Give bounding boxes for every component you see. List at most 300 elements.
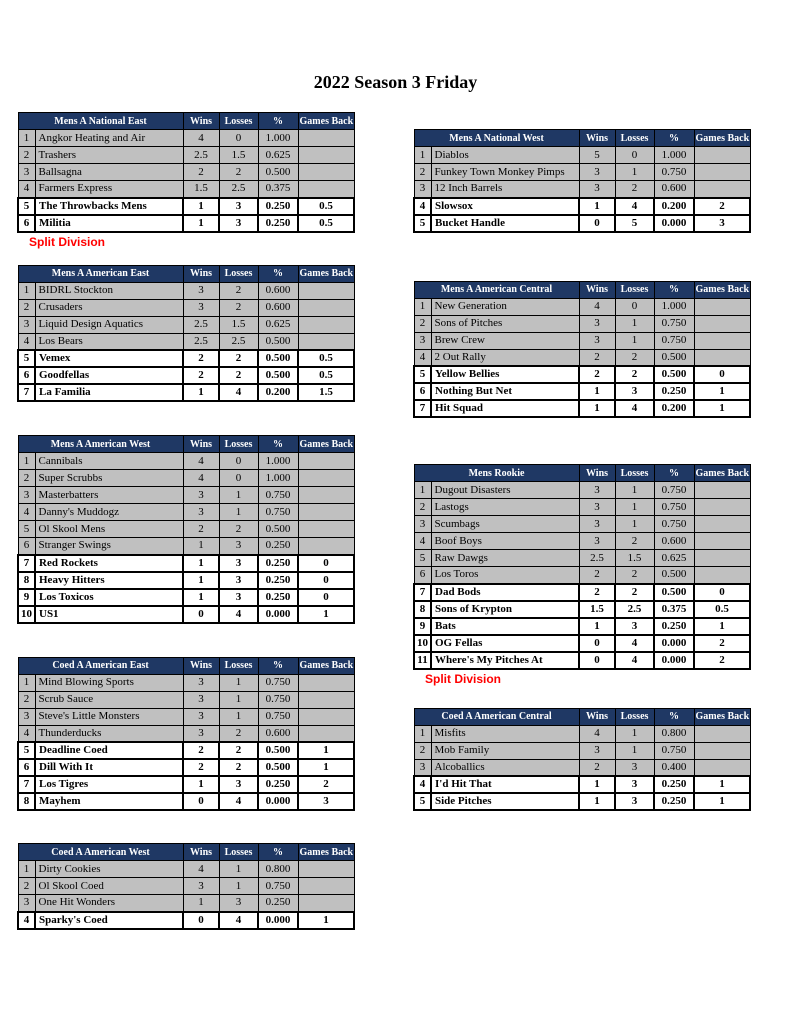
pct-cell: 0.500 [258,759,298,776]
games-back-cell: 0 [298,589,354,606]
wins-cell: 1 [579,776,615,793]
team-name-cell: Crusaders [35,299,183,316]
team-name-cell: One Hit Wonders [35,895,183,912]
col-header-wins: Wins [579,130,615,147]
team-name-cell: Dad Bods [431,584,579,601]
pct-cell: 0.750 [258,674,298,691]
col-header-pct: % [258,844,298,861]
losses-cell: 2 [219,282,258,299]
col-header-losses: Losses [219,436,258,453]
table-header-row [414,465,750,482]
standings-block [17,265,353,403]
standings-table [17,435,355,624]
pct-cell: 0.750 [654,164,694,181]
games-back-cell [694,516,750,533]
losses-cell: 5 [615,215,654,232]
games-back-cell [298,725,354,742]
wins-cell: 3 [183,725,219,742]
team-name-cell: Farmers Express [35,181,183,198]
table-row [18,299,354,316]
table-header-row [414,130,750,147]
rank-cell: 2 [18,147,35,164]
team-name-cell: Sons of Pitches [431,315,579,332]
team-name-cell: Liquid Design Aquatics [35,316,183,333]
losses-cell: 3 [219,215,258,232]
wins-cell: 2.5 [183,333,219,350]
team-name-cell: 2 Out Rally [431,349,579,366]
col-header-games-back: Games Back [298,844,354,861]
wins-cell: 3 [579,164,615,181]
wins-cell: 1.5 [183,181,219,198]
losses-cell: 0 [615,147,654,164]
col-header-pct: % [258,436,298,453]
table-row [414,499,750,516]
rank-cell: 9 [414,618,431,635]
wins-cell: 3 [183,691,219,708]
games-back-cell: 0.5 [694,601,750,618]
pct-cell: 0.250 [258,589,298,606]
losses-cell: 3 [219,198,258,215]
table-row [18,504,354,521]
games-back-cell [694,349,750,366]
team-name-cell: Mind Blowing Sports [35,674,183,691]
games-back-cell [298,316,354,333]
wins-cell: 3 [183,674,219,691]
rank-cell: 3 [18,316,35,333]
rank-cell: 9 [18,589,35,606]
losses-cell: 1 [219,674,258,691]
table-row [18,793,354,810]
pct-cell: 0.500 [258,350,298,367]
pct-cell: 0.500 [654,366,694,383]
games-back-cell [298,470,354,487]
pct-cell: 0.250 [258,555,298,572]
pct-cell: 1.000 [258,470,298,487]
rank-cell: 6 [414,567,431,584]
rank-cell: 5 [18,350,35,367]
pct-cell: 0.750 [654,516,694,533]
rank-cell: 1 [414,482,431,499]
pct-cell: 0.600 [258,282,298,299]
standings-block [413,129,749,233]
games-back-cell [298,282,354,299]
wins-cell: 4 [183,861,219,878]
standings-block [413,464,749,686]
rank-cell: 5 [414,366,431,383]
games-back-cell: 1 [694,383,750,400]
division-title: Mens A American West [18,436,183,453]
table-row [18,759,354,776]
team-name-cell: Mob Family [431,742,579,759]
team-name-cell: Scrub Sauce [35,691,183,708]
rank-cell: 8 [414,601,431,618]
rank-cell: 7 [18,555,35,572]
games-back-cell: 1.5 [298,384,354,401]
losses-cell: 2 [615,567,654,584]
rank-cell: 4 [18,333,35,350]
table-row [414,759,750,776]
pct-cell: 0.500 [258,521,298,538]
division-title: Mens Rookie [414,465,579,482]
pct-cell: 0.200 [654,400,694,417]
losses-cell: 2 [219,742,258,759]
wins-cell: 3 [183,282,219,299]
col-header-games-back: Games Back [694,708,750,725]
pct-cell: 1.000 [258,453,298,470]
table-row [18,538,354,555]
games-back-cell: 2 [694,198,750,215]
games-back-cell: 0.5 [298,198,354,215]
standings-table [413,464,751,670]
games-back-cell: 3 [694,215,750,232]
team-name-cell: Heavy Hitters [35,572,183,589]
standings-table [17,657,355,812]
losses-cell: 2.5 [615,601,654,618]
games-back-cell: 1 [298,606,354,623]
losses-cell: 0 [219,470,258,487]
games-back-cell [694,567,750,584]
table-row [18,333,354,350]
table-row [18,350,354,367]
rank-cell: 1 [414,147,431,164]
col-header-wins: Wins [579,465,615,482]
losses-cell: 4 [219,793,258,810]
team-name-cell: BIDRL Stockton [35,282,183,299]
wins-cell: 1 [183,215,219,232]
wins-cell: 0 [579,652,615,669]
games-back-cell: 1 [694,776,750,793]
wins-cell: 2 [579,584,615,601]
losses-cell: 3 [615,759,654,776]
losses-cell: 4 [219,384,258,401]
rank-cell: 2 [414,742,431,759]
games-back-cell [298,164,354,181]
split-division-label: Split Division [425,671,502,686]
rank-cell: 7 [18,384,35,401]
wins-cell: 3 [183,708,219,725]
table-row [18,725,354,742]
team-name-cell: Alcoballics [431,759,579,776]
rank-cell: 3 [18,895,35,912]
rank-cell: 5 [414,215,431,232]
standings-rows [414,482,750,669]
games-back-cell [694,499,750,516]
rank-cell: 4 [18,725,35,742]
games-back-cell [694,181,750,198]
rank-cell: 4 [18,504,35,521]
col-header-losses: Losses [615,281,654,298]
losses-cell: 4 [219,912,258,929]
rank-cell: 5 [18,198,35,215]
wins-cell: 0 [183,912,219,929]
col-header-losses: Losses [219,657,258,674]
wins-cell: 1 [183,895,219,912]
standings-block [17,657,353,812]
losses-cell: 2 [219,299,258,316]
pct-cell: 0.750 [258,708,298,725]
wins-cell: 1 [183,572,219,589]
standings-block [17,435,353,624]
table-header-row [414,708,750,725]
table-row [414,400,750,417]
pct-cell: 0.500 [258,742,298,759]
losses-cell: 2 [615,584,654,601]
table-row [18,708,354,725]
team-name-cell: Deadline Coed [35,742,183,759]
pct-cell: 1.000 [654,147,694,164]
wins-cell: 3 [183,504,219,521]
games-back-cell [298,333,354,350]
rank-cell: 5 [414,550,431,567]
wins-cell: 4 [579,298,615,315]
rank-cell: 3 [414,181,431,198]
games-back-cell [298,861,354,878]
losses-cell: 4 [615,635,654,652]
pct-cell: 0.400 [654,759,694,776]
pct-cell: 0.750 [258,504,298,521]
games-back-cell [298,181,354,198]
col-header-losses: Losses [219,265,258,282]
wins-cell: 2 [183,759,219,776]
games-back-cell: 3 [298,793,354,810]
pct-cell: 0.375 [258,181,298,198]
table-row [414,516,750,533]
table-row [414,383,750,400]
games-back-cell [298,708,354,725]
losses-cell: 2 [219,164,258,181]
games-back-cell [694,147,750,164]
col-header-pct: % [258,657,298,674]
team-name-cell: Steve's Little Monsters [35,708,183,725]
division-title: Coed A American East [18,657,183,674]
losses-cell: 2 [219,367,258,384]
col-header-losses: Losses [219,113,258,130]
team-name-cell: Yellow Bellies [431,366,579,383]
standings-table [17,112,355,233]
pct-cell: 0.200 [654,198,694,215]
pct-cell: 0.500 [258,164,298,181]
wins-cell: 1 [579,793,615,810]
rank-cell: 4 [414,198,431,215]
rank-cell: 5 [18,521,35,538]
wins-cell: 1 [183,198,219,215]
team-name-cell: Slowsox [431,198,579,215]
table-row [18,215,354,232]
team-name-cell: Los Tigres [35,776,183,793]
pct-cell: 0.600 [654,181,694,198]
team-name-cell: Ol Skool Coed [35,878,183,895]
pct-cell: 0.600 [258,725,298,742]
rank-cell: 1 [18,282,35,299]
col-header-wins: Wins [183,113,219,130]
games-back-cell [694,332,750,349]
col-header-losses: Losses [615,130,654,147]
table-row [414,332,750,349]
losses-cell: 0 [219,453,258,470]
games-back-cell [298,453,354,470]
col-header-games-back: Games Back [298,657,354,674]
pct-cell: 0.000 [258,606,298,623]
table-header-row [18,657,354,674]
table-row [414,315,750,332]
team-name-cell: Nothing But Net [431,383,579,400]
table-row [18,589,354,606]
pct-cell: 0.250 [654,793,694,810]
losses-cell: 2 [615,533,654,550]
team-name-cell: Los Bears [35,333,183,350]
standings-block [413,708,749,812]
rank-cell: 3 [18,164,35,181]
wins-cell: 2 [183,742,219,759]
pct-cell: 0.500 [654,567,694,584]
wins-cell: 3 [579,482,615,499]
games-back-cell [298,299,354,316]
pct-cell: 0.750 [654,499,694,516]
team-name-cell: Bats [431,618,579,635]
losses-cell: 2 [219,725,258,742]
table-row [18,367,354,384]
pct-cell: 0.750 [654,742,694,759]
losses-cell: 1 [615,332,654,349]
games-back-cell [298,504,354,521]
table-row [18,487,354,504]
games-back-cell [694,164,750,181]
wins-cell: 0 [579,635,615,652]
team-name-cell: Super Scrubbs [35,470,183,487]
losses-cell: 1 [219,708,258,725]
losses-cell: 1 [615,499,654,516]
col-header-losses: Losses [219,844,258,861]
pct-cell: 0.625 [258,147,298,164]
rank-cell: 3 [18,487,35,504]
division-title: Mens A National East [18,113,183,130]
standings-table [413,708,751,812]
losses-cell: 1 [219,691,258,708]
table-row [18,776,354,793]
losses-cell: 1 [615,516,654,533]
games-back-cell: 2 [694,635,750,652]
losses-cell: 1.5 [219,147,258,164]
wins-cell: 3 [579,499,615,516]
wins-cell: 3 [579,332,615,349]
rank-cell: 2 [414,315,431,332]
wins-cell: 1 [183,555,219,572]
table-row [18,164,354,181]
losses-cell: 2 [615,349,654,366]
standings-block [413,281,749,419]
rank-cell: 3 [414,516,431,533]
games-back-cell [694,533,750,550]
team-name-cell: Scumbags [431,516,579,533]
team-name-cell: Side Pitches [431,793,579,810]
rank-cell: 7 [414,584,431,601]
table-row [18,895,354,912]
rank-cell: 4 [18,181,35,198]
rank-cell: 4 [414,349,431,366]
table-row [18,282,354,299]
table-row [414,776,750,793]
losses-cell: 1 [615,482,654,499]
rank-cell: 2 [414,164,431,181]
table-row [414,618,750,635]
losses-cell: 2 [219,350,258,367]
table-header-row [18,113,354,130]
rank-cell: 1 [18,453,35,470]
table-row [18,198,354,215]
wins-cell: 2 [579,567,615,584]
rank-cell: 1 [414,298,431,315]
rank-cell: 6 [18,367,35,384]
losses-cell: 1 [219,878,258,895]
wins-cell: 3 [183,487,219,504]
team-name-cell: Bucket Handle [431,215,579,232]
team-name-cell: Funkey Town Monkey Pimps [431,164,579,181]
team-name-cell: Los Toxicos [35,589,183,606]
wins-cell: 1 [579,383,615,400]
rank-cell: 5 [18,742,35,759]
losses-cell: 3 [219,895,258,912]
standings-table [17,265,355,403]
team-name-cell: Sons of Krypton [431,601,579,618]
division-title: Coed A American West [18,844,183,861]
team-name-cell: Mayhem [35,793,183,810]
col-header-pct: % [654,130,694,147]
rank-cell: 10 [18,606,35,623]
table-row [414,742,750,759]
standings-rows [18,861,354,929]
pct-cell: 0.375 [654,601,694,618]
standings-rows [414,298,750,417]
games-back-cell [694,759,750,776]
standings-block [17,843,353,930]
pct-cell: 0.250 [258,572,298,589]
standings-table [413,129,751,233]
team-name-cell: 12 Inch Barrels [431,181,579,198]
table-row [18,453,354,470]
table-row [18,147,354,164]
rank-cell: 1 [18,861,35,878]
team-name-cell: Diablos [431,147,579,164]
table-row [414,550,750,567]
games-back-cell [298,538,354,555]
wins-cell: 4 [183,130,219,147]
losses-cell: 2 [615,366,654,383]
team-name-cell: Ol Skool Mens [35,521,183,538]
division-title: Mens A National West [414,130,579,147]
pct-cell: 0.250 [654,776,694,793]
losses-cell: 3 [219,538,258,555]
losses-cell: 1.5 [219,316,258,333]
losses-cell: 4 [615,652,654,669]
games-back-cell [298,487,354,504]
table-row [18,181,354,198]
wins-cell: 2 [183,350,219,367]
games-back-cell: 2 [298,776,354,793]
pct-cell: 1.000 [258,130,298,147]
table-row [414,533,750,550]
table-row [18,674,354,691]
pct-cell: 0.250 [258,215,298,232]
pct-cell: 0.250 [258,538,298,555]
table-row [18,384,354,401]
col-header-wins: Wins [183,657,219,674]
pct-cell: 0.500 [654,349,694,366]
col-header-games-back: Games Back [298,265,354,282]
col-header-wins: Wins [579,281,615,298]
table-row [18,878,354,895]
pct-cell: 0.625 [654,550,694,567]
col-header-games-back: Games Back [298,113,354,130]
